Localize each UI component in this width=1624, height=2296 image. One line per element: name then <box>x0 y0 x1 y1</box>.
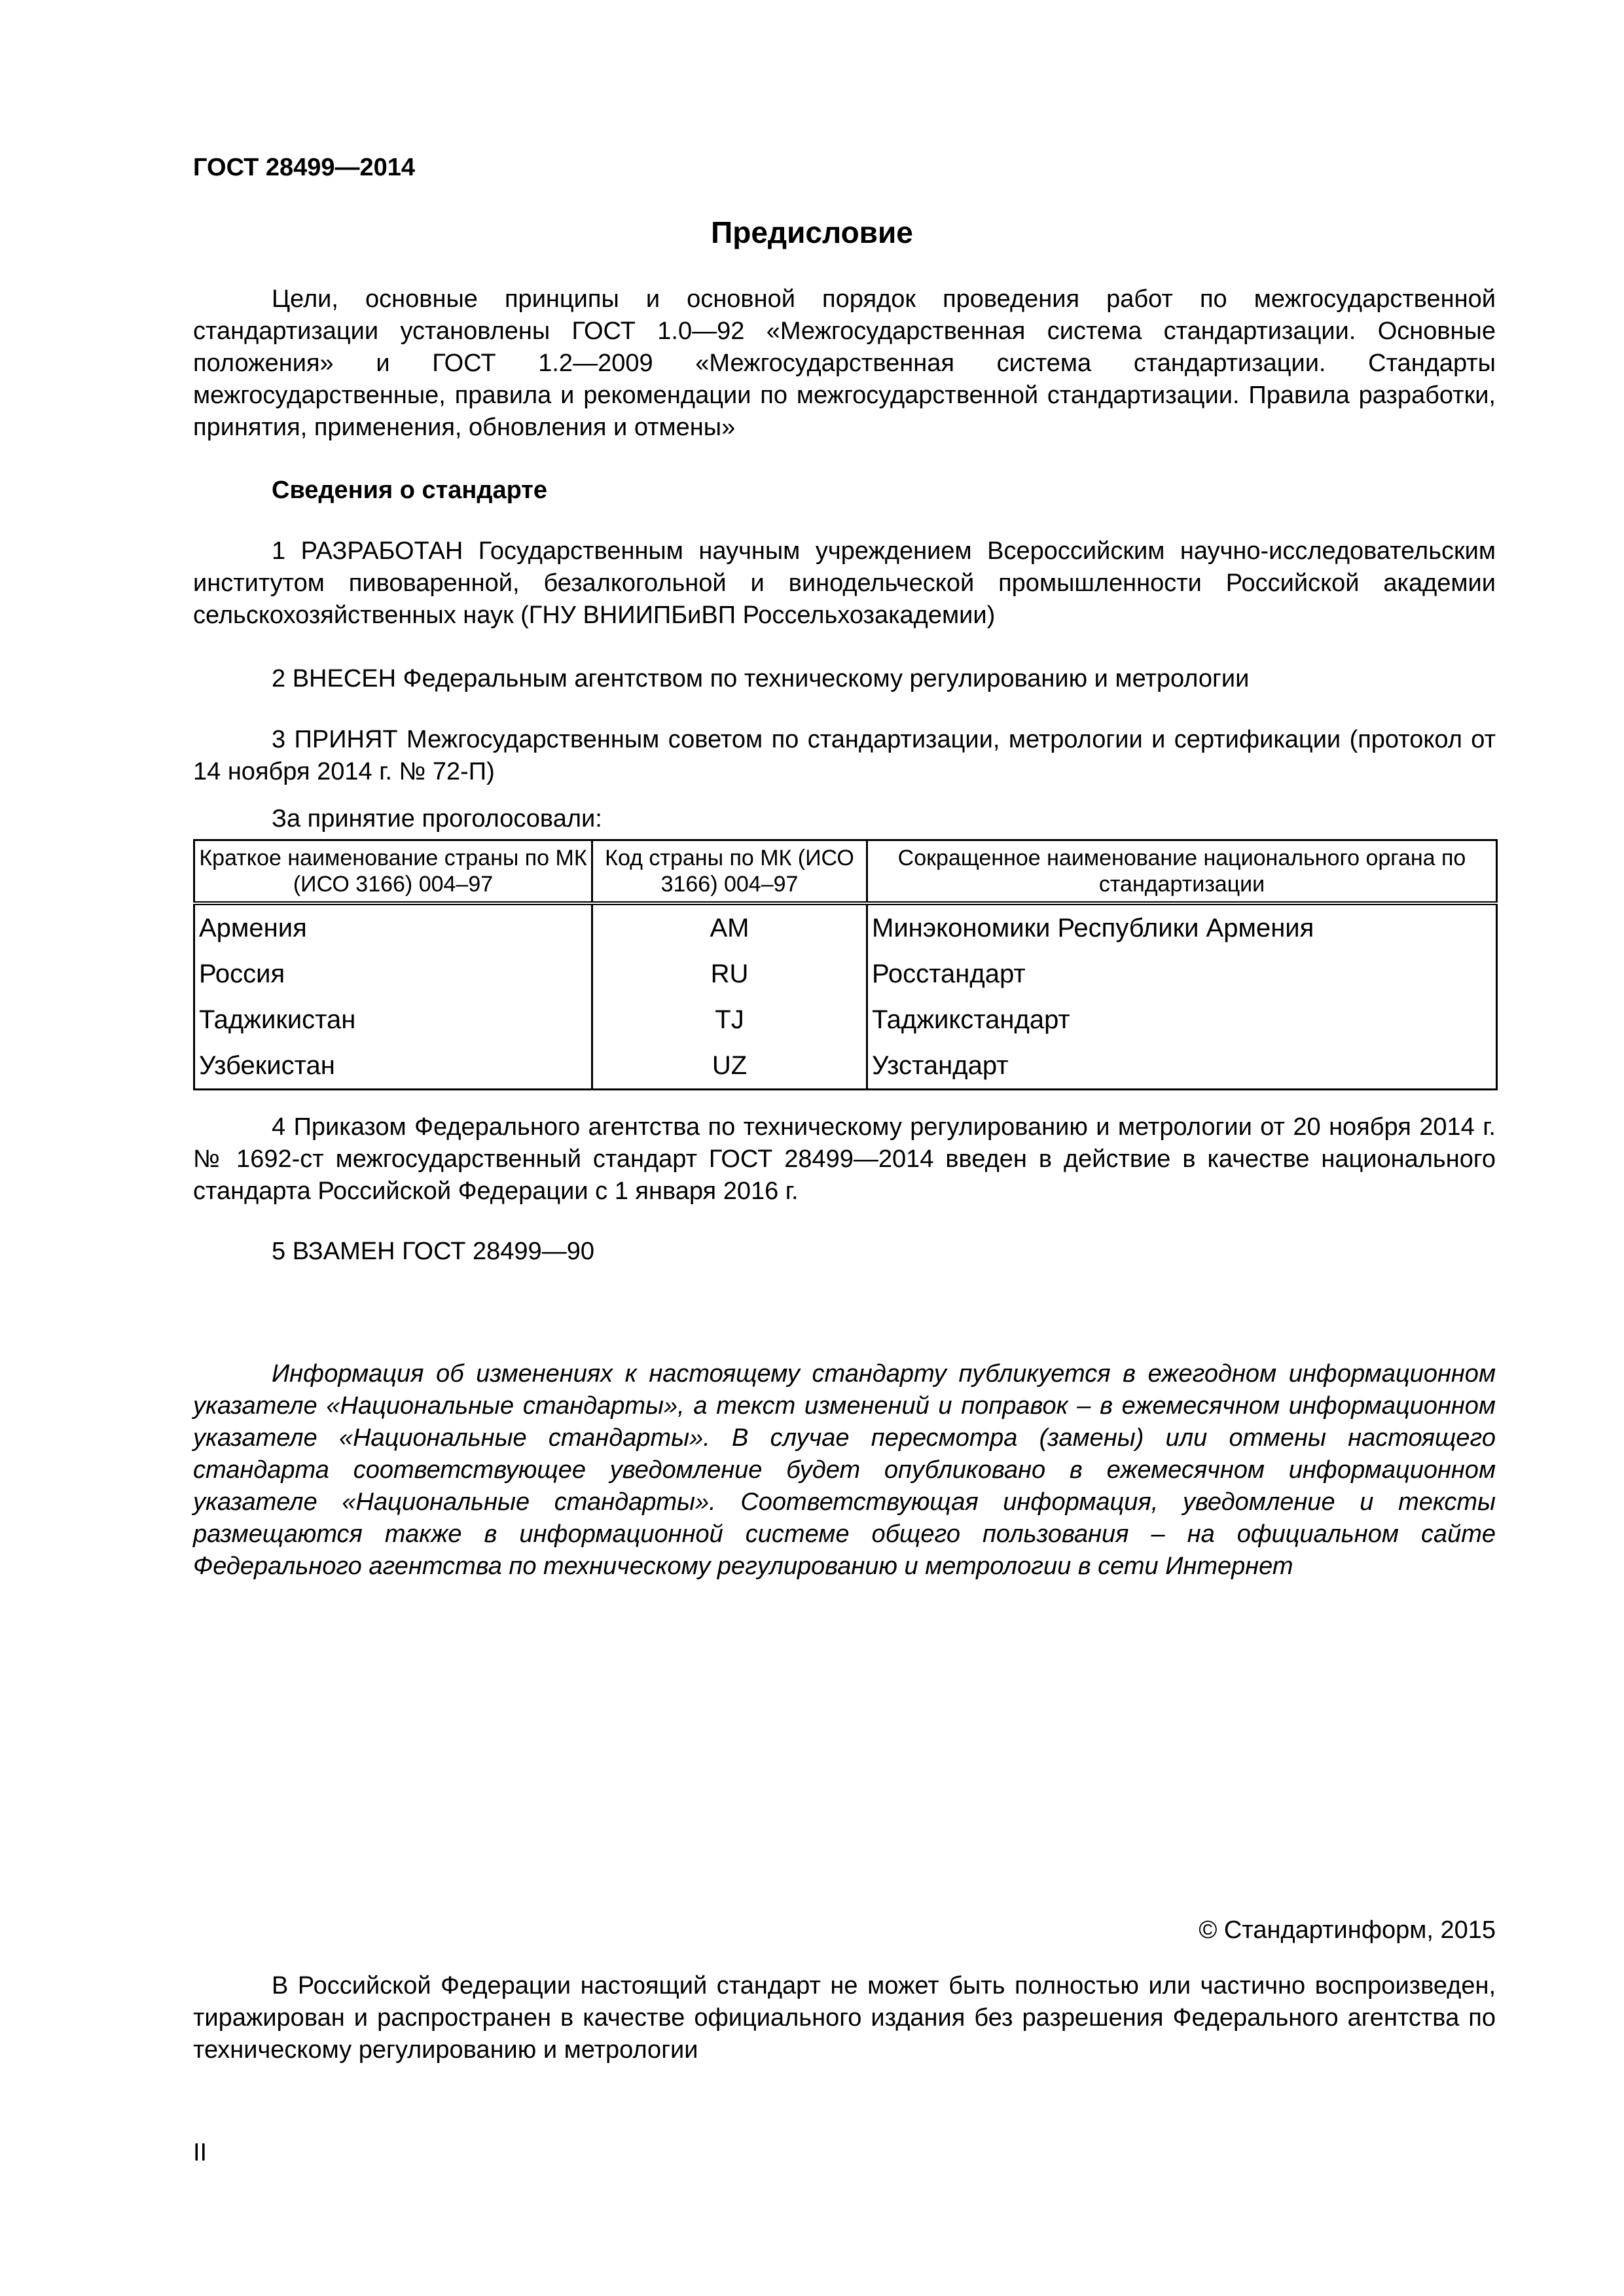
intro-paragraph: Цели, основные принципы и основной порядок проведения работ по межгосударственной стандартизации установлены ГОСТ 1.0—92 «Межгосударственная система стандартизации. Основные положения» и ГОСТ 1.2—2009 «Межгосударственная система стандартизации. Стандарты межгосударственные, правила и рекомендации по межгосударственной стандартизации. Правила разработки, принятия, применения, обновления и отмены» <box>193 285 1496 441</box>
country-cell: Россия <box>194 951 592 997</box>
table-header-row <box>194 840 1497 904</box>
reproduction-rights: В Российской Федерации настоящий стандарт не может быть полностью или частично воспроизведен, тиражирован и распространен в качестве официального издания без разрешения Федерального агентства по техническому регулированию и метрологии <box>193 1972 1496 2064</box>
voting-table <box>193 839 1498 1090</box>
copyright-notice: © Стандартинформ, 2015 <box>1199 1916 1496 1944</box>
body-cell: Минэкономики Республики Армения <box>867 903 1497 951</box>
body-cell: Росстандарт <box>867 951 1497 997</box>
changes-notice: Информация об изменениях к настоящему стандарту публикуется в ежегодном информационном указателе «Национальные стандарты», а текст изменений и поправок – в ежемесячном информационном указателе «Национальные стандарты». В случае пересмотра (замены) или отмены настоящего стандарта соответствующее уведомление будет опубликовано в ежемесячном информационном указателе «Национальные стандарты». Соответствующая информация, уведомление и тексты размещаются также в информационной системе общего пользования – на официальном сайте Федерального агентства по техническому регулированию и метрологии в сети Интернет <box>193 1360 1496 1580</box>
body-cell: Таджикстандарт <box>867 997 1497 1043</box>
table-row <box>194 903 1497 951</box>
column-header-body: Сокращенное наименование национального органа по стандартизации <box>867 840 1497 904</box>
item-3-adopted: 3 ПРИНЯТ Межгосударственным советом по стандартизации, метрологии и сертификации (протокол от 14 ноября 2014 г. № 72-П) <box>193 726 1496 785</box>
country-cell: Армения <box>194 903 592 951</box>
code-cell: RU <box>592 951 867 997</box>
vote-caption: За принятие проголосовали: <box>272 805 602 833</box>
page-title: Предисловие <box>711 215 913 249</box>
table-row <box>194 1043 1497 1090</box>
item-2-submitted: 2 ВНЕСЕН Федеральным агентством по техническому регулированию и метрологии <box>272 665 1250 692</box>
code-cell: TJ <box>592 997 867 1043</box>
column-header-country: Краткое наименование страны по МК (ИСО 3166) 004–97 <box>194 840 592 904</box>
country-cell: Таджикистан <box>194 997 592 1043</box>
info-heading: Сведения о стандарте <box>272 476 548 504</box>
item-1-developed: 1 РАЗРАБОТАН Государственным научным учреждением Всероссийским научно-исследовательским институтом пивоваренной, безалкогольной и винодельческой промышленности Российской академии сельскохозяйственных наук (ГНУ ВНИИПБиВП Россельхозакадемии) <box>193 537 1496 629</box>
item-4-order: 4 Приказом Федерального агентства по техническому регулированию и метрологии от 20 ноября 2014 г. № 1692-ст межгосударственный стандарт ГОСТ 28499—2014 введен в действие в качестве национального стандарта Российской Федерации с 1 января 2016 г. <box>193 1113 1496 1205</box>
item-5-replaces: 5 ВЗАМЕН ГОСТ 28499—90 <box>272 1238 594 1265</box>
column-header-code: Код страны по МК (ИСО 3166) 004–97 <box>592 840 867 904</box>
country-cell: Узбекистан <box>194 1043 592 1090</box>
document-header: ГОСТ 28499—2014 <box>193 154 416 181</box>
table-row <box>194 997 1497 1043</box>
table-row <box>194 951 1497 997</box>
body-cell: Узстандарт <box>867 1043 1497 1090</box>
code-cell: AM <box>592 903 867 951</box>
page-number: II <box>193 2139 208 2166</box>
code-cell: UZ <box>592 1043 867 1090</box>
